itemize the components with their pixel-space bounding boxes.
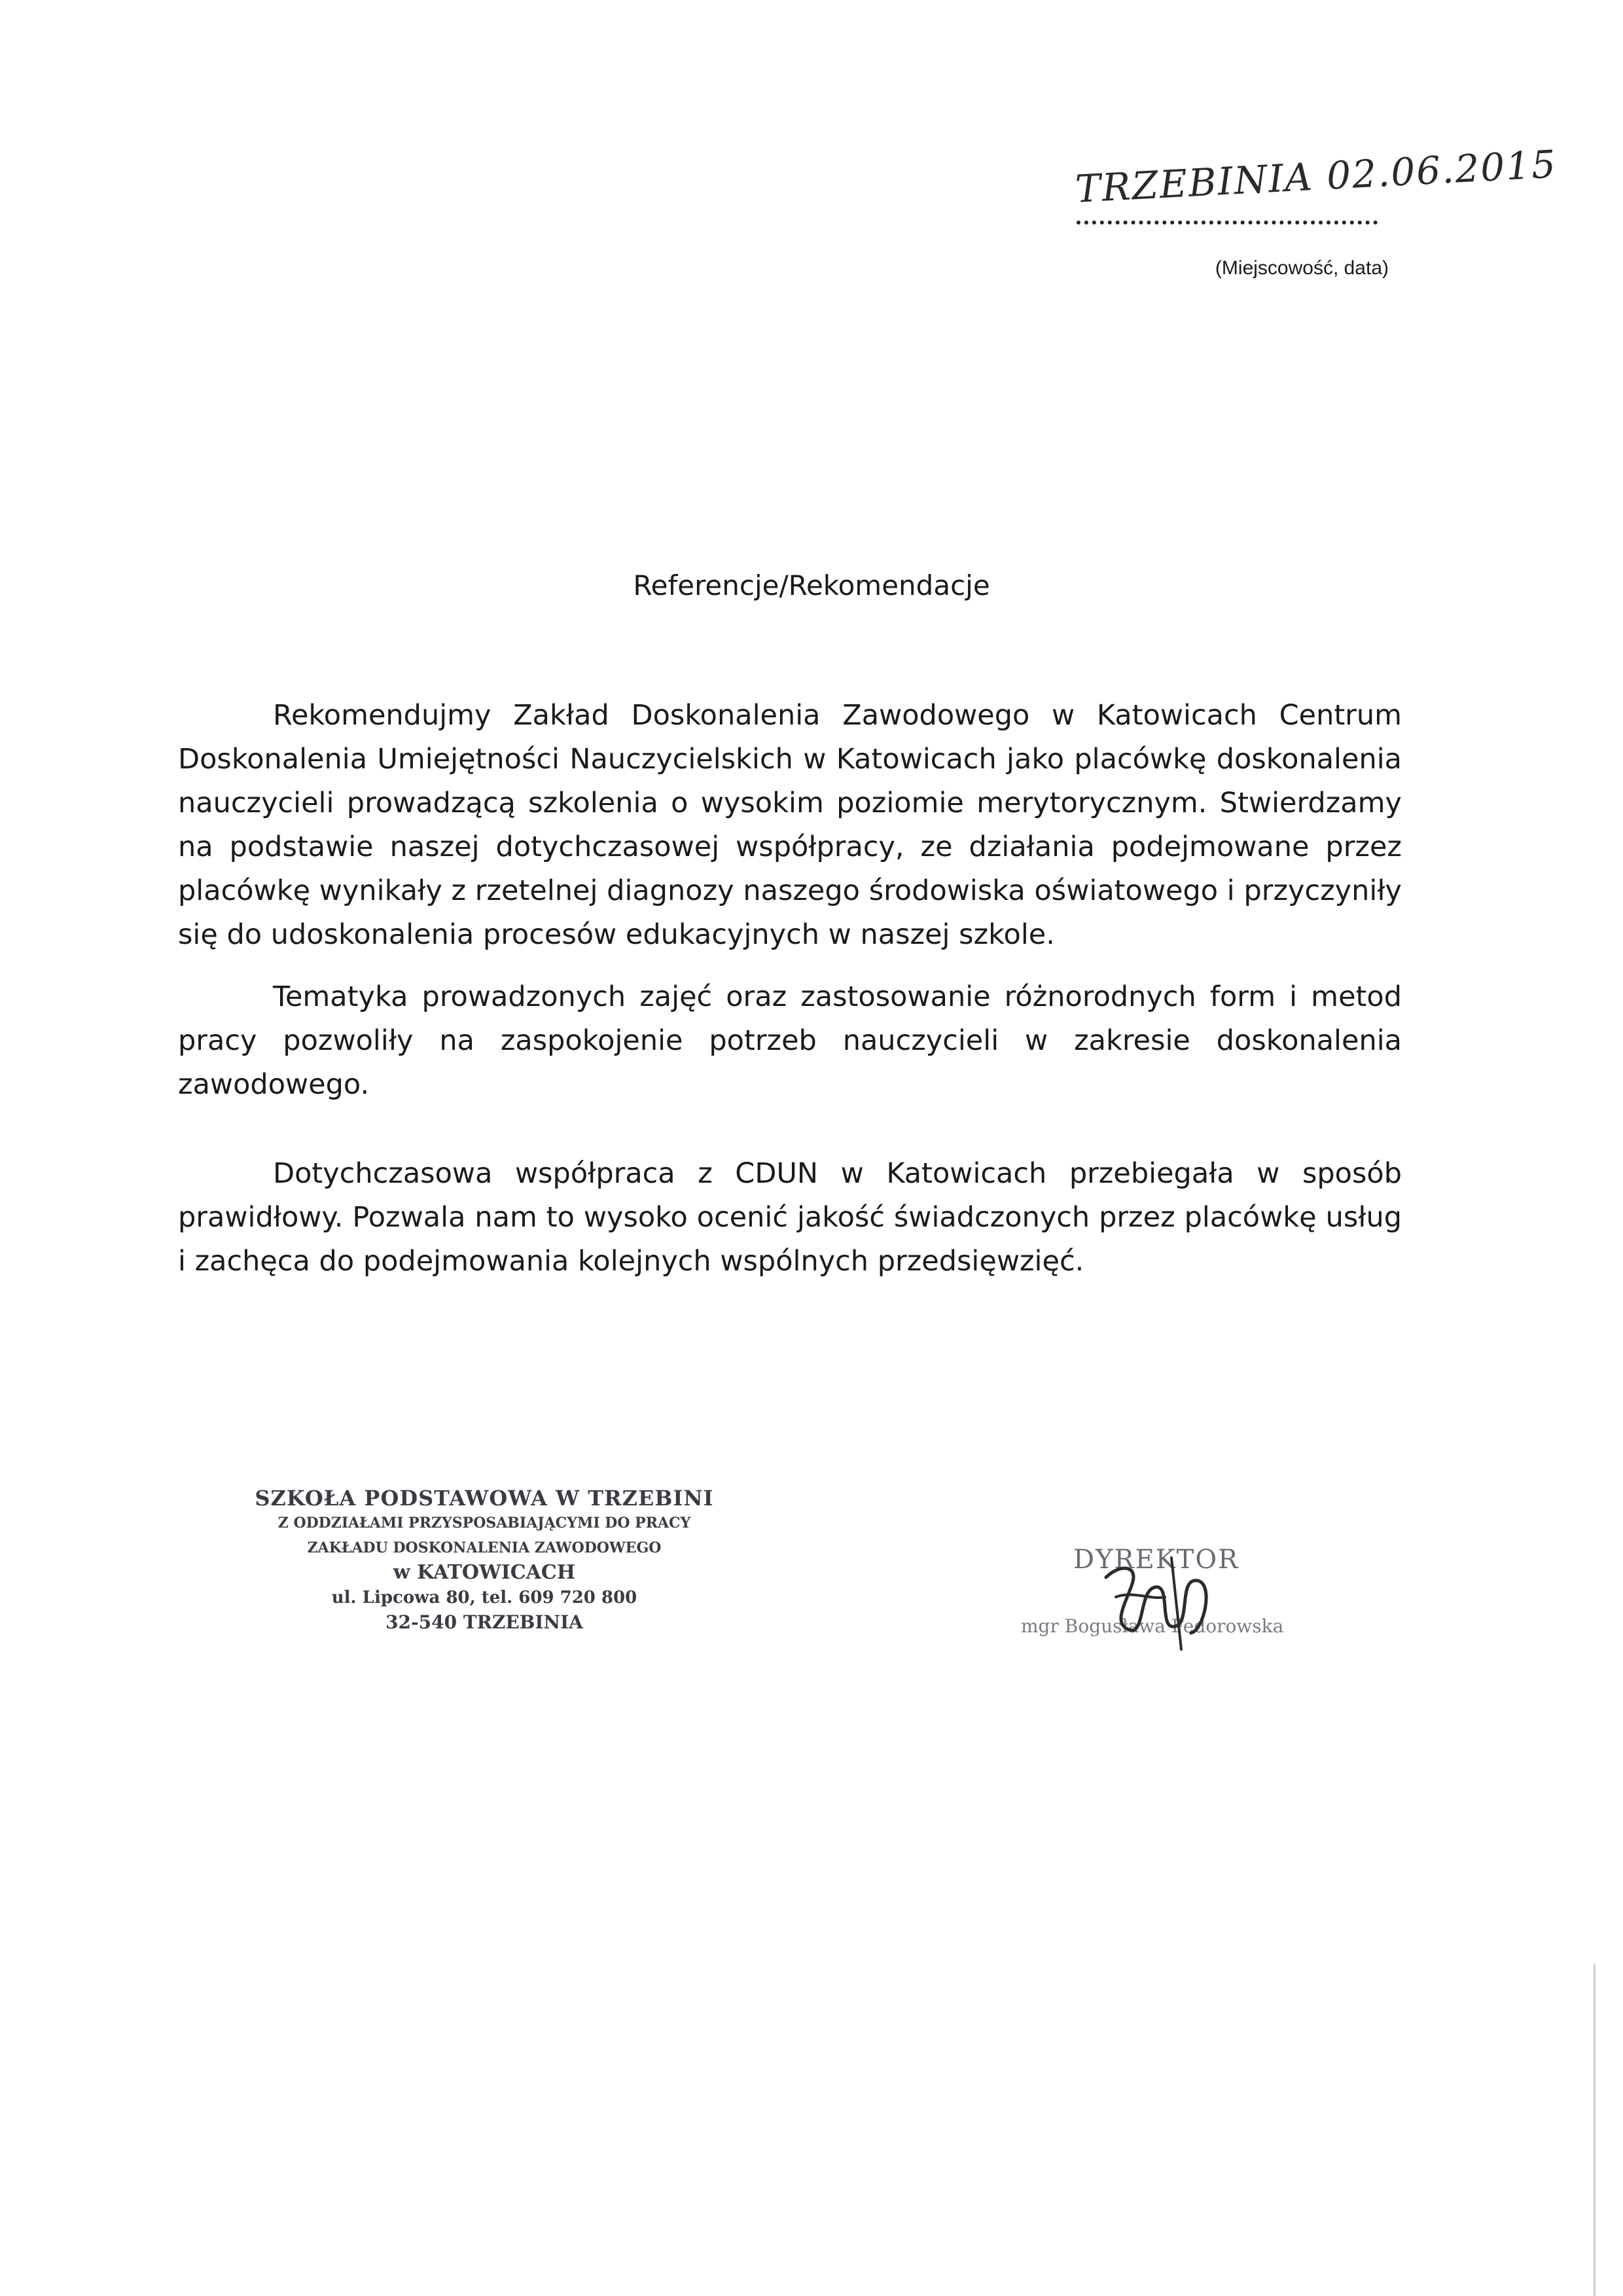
paragraph-1 bbox=[178, 694, 1402, 957]
paragraph-text: Rekomendujmy Zakład Doskonalenia Zawodowego w Katowicach Centrum Doskonalenia Umiejętności Nauczycielskich w Katowicach jako placówkę doskonalenia nauczycieli prowadzącą szkolenia o wysokim poziomie merytorycznym. Stwierdzamy na podstawie naszej dotychczasowej współpracy, ze działania podejmowane przez placówkę wynikały z rzetelnej diagnozy naszego środowiska oświatowego i przyczyniły się do udoskonalenia procesów edukacyjnych w naszej szkole. bbox=[178, 699, 1402, 951]
paragraph-2 bbox=[178, 975, 1402, 1107]
director-name: mgr Bogusława Fedorowska bbox=[1021, 1615, 1284, 1637]
director-title: DYREKTOR bbox=[1073, 1545, 1240, 1575]
stamp-line: ZAKŁADU DOSKONALENIA ZAWODOWEGO bbox=[307, 1539, 662, 1556]
paragraph-text: Tematyka prowadzonych zajęć oraz zastosowanie różnorodnych form i metod pracy pozwoliły na zaspokojenie potrzeb nauczycieli w zakresie doskonalenia zawodowego. bbox=[178, 980, 1402, 1101]
stamp-line: w KATOWICACH bbox=[393, 1561, 576, 1584]
school-stamp bbox=[249, 1486, 720, 1635]
stamp-line: 32-540 TRZEBINIA bbox=[385, 1611, 583, 1633]
document-title: Referencje/Rekomendacje bbox=[633, 569, 990, 601]
stamp-line: ul. Lipcowa 80, tel. 609 720 800 bbox=[331, 1588, 637, 1607]
scan-edge-line bbox=[1594, 1964, 1596, 2296]
director-stamp bbox=[1021, 1538, 1296, 1669]
paragraph-3 bbox=[178, 1152, 1402, 1283]
stamp-line: Z ODDZIAŁAMI PRZYSPOSABIAJĄCYMI DO PRACY bbox=[277, 1515, 691, 1532]
place-date-caption: (Miejscowość, data) bbox=[1215, 257, 1389, 279]
place-date-block bbox=[1014, 141, 1558, 279]
paragraph-text: Dotychczasowa współpraca z CDUN w Katowicach przebiegała w sposób prawidłowy. Pozwala nam to wysoko ocenić jakość świadczonych przez placówkę usług i zachęca do podejmowania kolejnych wspólnych przedsięwzięć. bbox=[178, 1157, 1402, 1278]
dotted-line bbox=[1077, 221, 1378, 224]
signature-icon bbox=[1093, 1551, 1224, 1662]
handwritten-place-date: TRZEBINIA 02.06.2015 bbox=[1074, 141, 1558, 211]
stamp-line: SZKOŁA PODSTAWOWA W TRZEBINI bbox=[255, 1486, 714, 1511]
